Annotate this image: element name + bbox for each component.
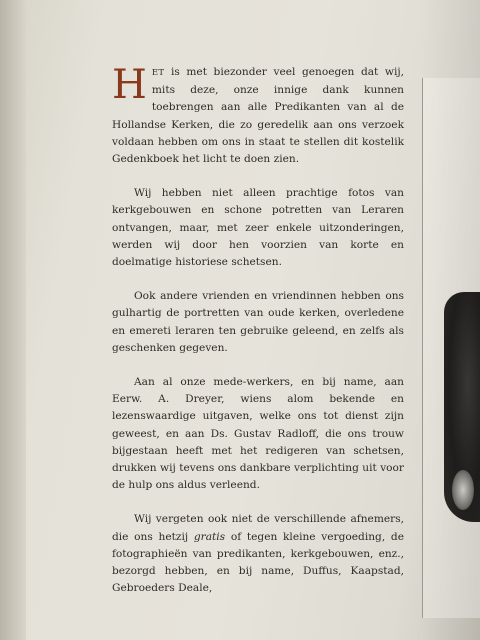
paragraph-1 <box>112 64 404 168</box>
paragraph-1-opening: ET <box>151 68 165 78</box>
paragraph-5-text-a: Wij vergeten ook niet de verschillende afnemers, die ons hetzij <box>112 513 404 543</box>
paragraph-3: Ook andere vrienden en vriendinnen hebben ons gulhartig de portretten van oude kerken, overledene en emereti leraren ten gebruike geleend, en zelfs als geschenken gegeven. <box>112 290 404 354</box>
paragraph-2: Wij hebben niet alleen prachtige fotos van kerkgebouwen en schone potretten van Leraren ontvangen, maar, met zeer enkele uitzonderingen, werden wij door hen voorzien van korte en doelmatige historiese schetsen. <box>112 187 404 269</box>
paragraph-5-text-b: of tegen kleine vergoeding, de fotographieën van predikanten, kerkgebouwen, enz., bezorgd hebben, en bij name, Duffus, Kaapstad, Gebroeders Deale, <box>112 530 404 595</box>
page-left-edge <box>0 0 26 640</box>
body-text <box>112 64 404 614</box>
paragraph-1-text: is met biezonder veel genoegen dat wij, mits deze, onze innige dank kunnen toebrengen aan alle Predikanten van al de Hollandse Kerken, die zo geredelik aan ons verzoek voldaan hebben om ons in staat te stellen dit kostelik Gedenkboek het licht te doen zien. <box>112 66 404 166</box>
paragraph-4: Aan al onze mede-werkers, en bij name, aan Eerw. A. Dreyer, wiens alom bekende en lezenswaardige uitgaven, welke ons tot dienst zijn geweest, en aan Ds. Gustav Radloff, die ons trouw bijgestaan heeft met het redigeren van schetsen, drukken wij tevens ons dankbare verplichting uit voor de hulp ons aldus verleend. <box>112 376 404 492</box>
paragraph-5 <box>112 511 404 597</box>
paragraph-5-italic: gratis <box>193 530 226 543</box>
photo-highlight <box>452 470 474 510</box>
drop-cap: H <box>112 62 147 108</box>
